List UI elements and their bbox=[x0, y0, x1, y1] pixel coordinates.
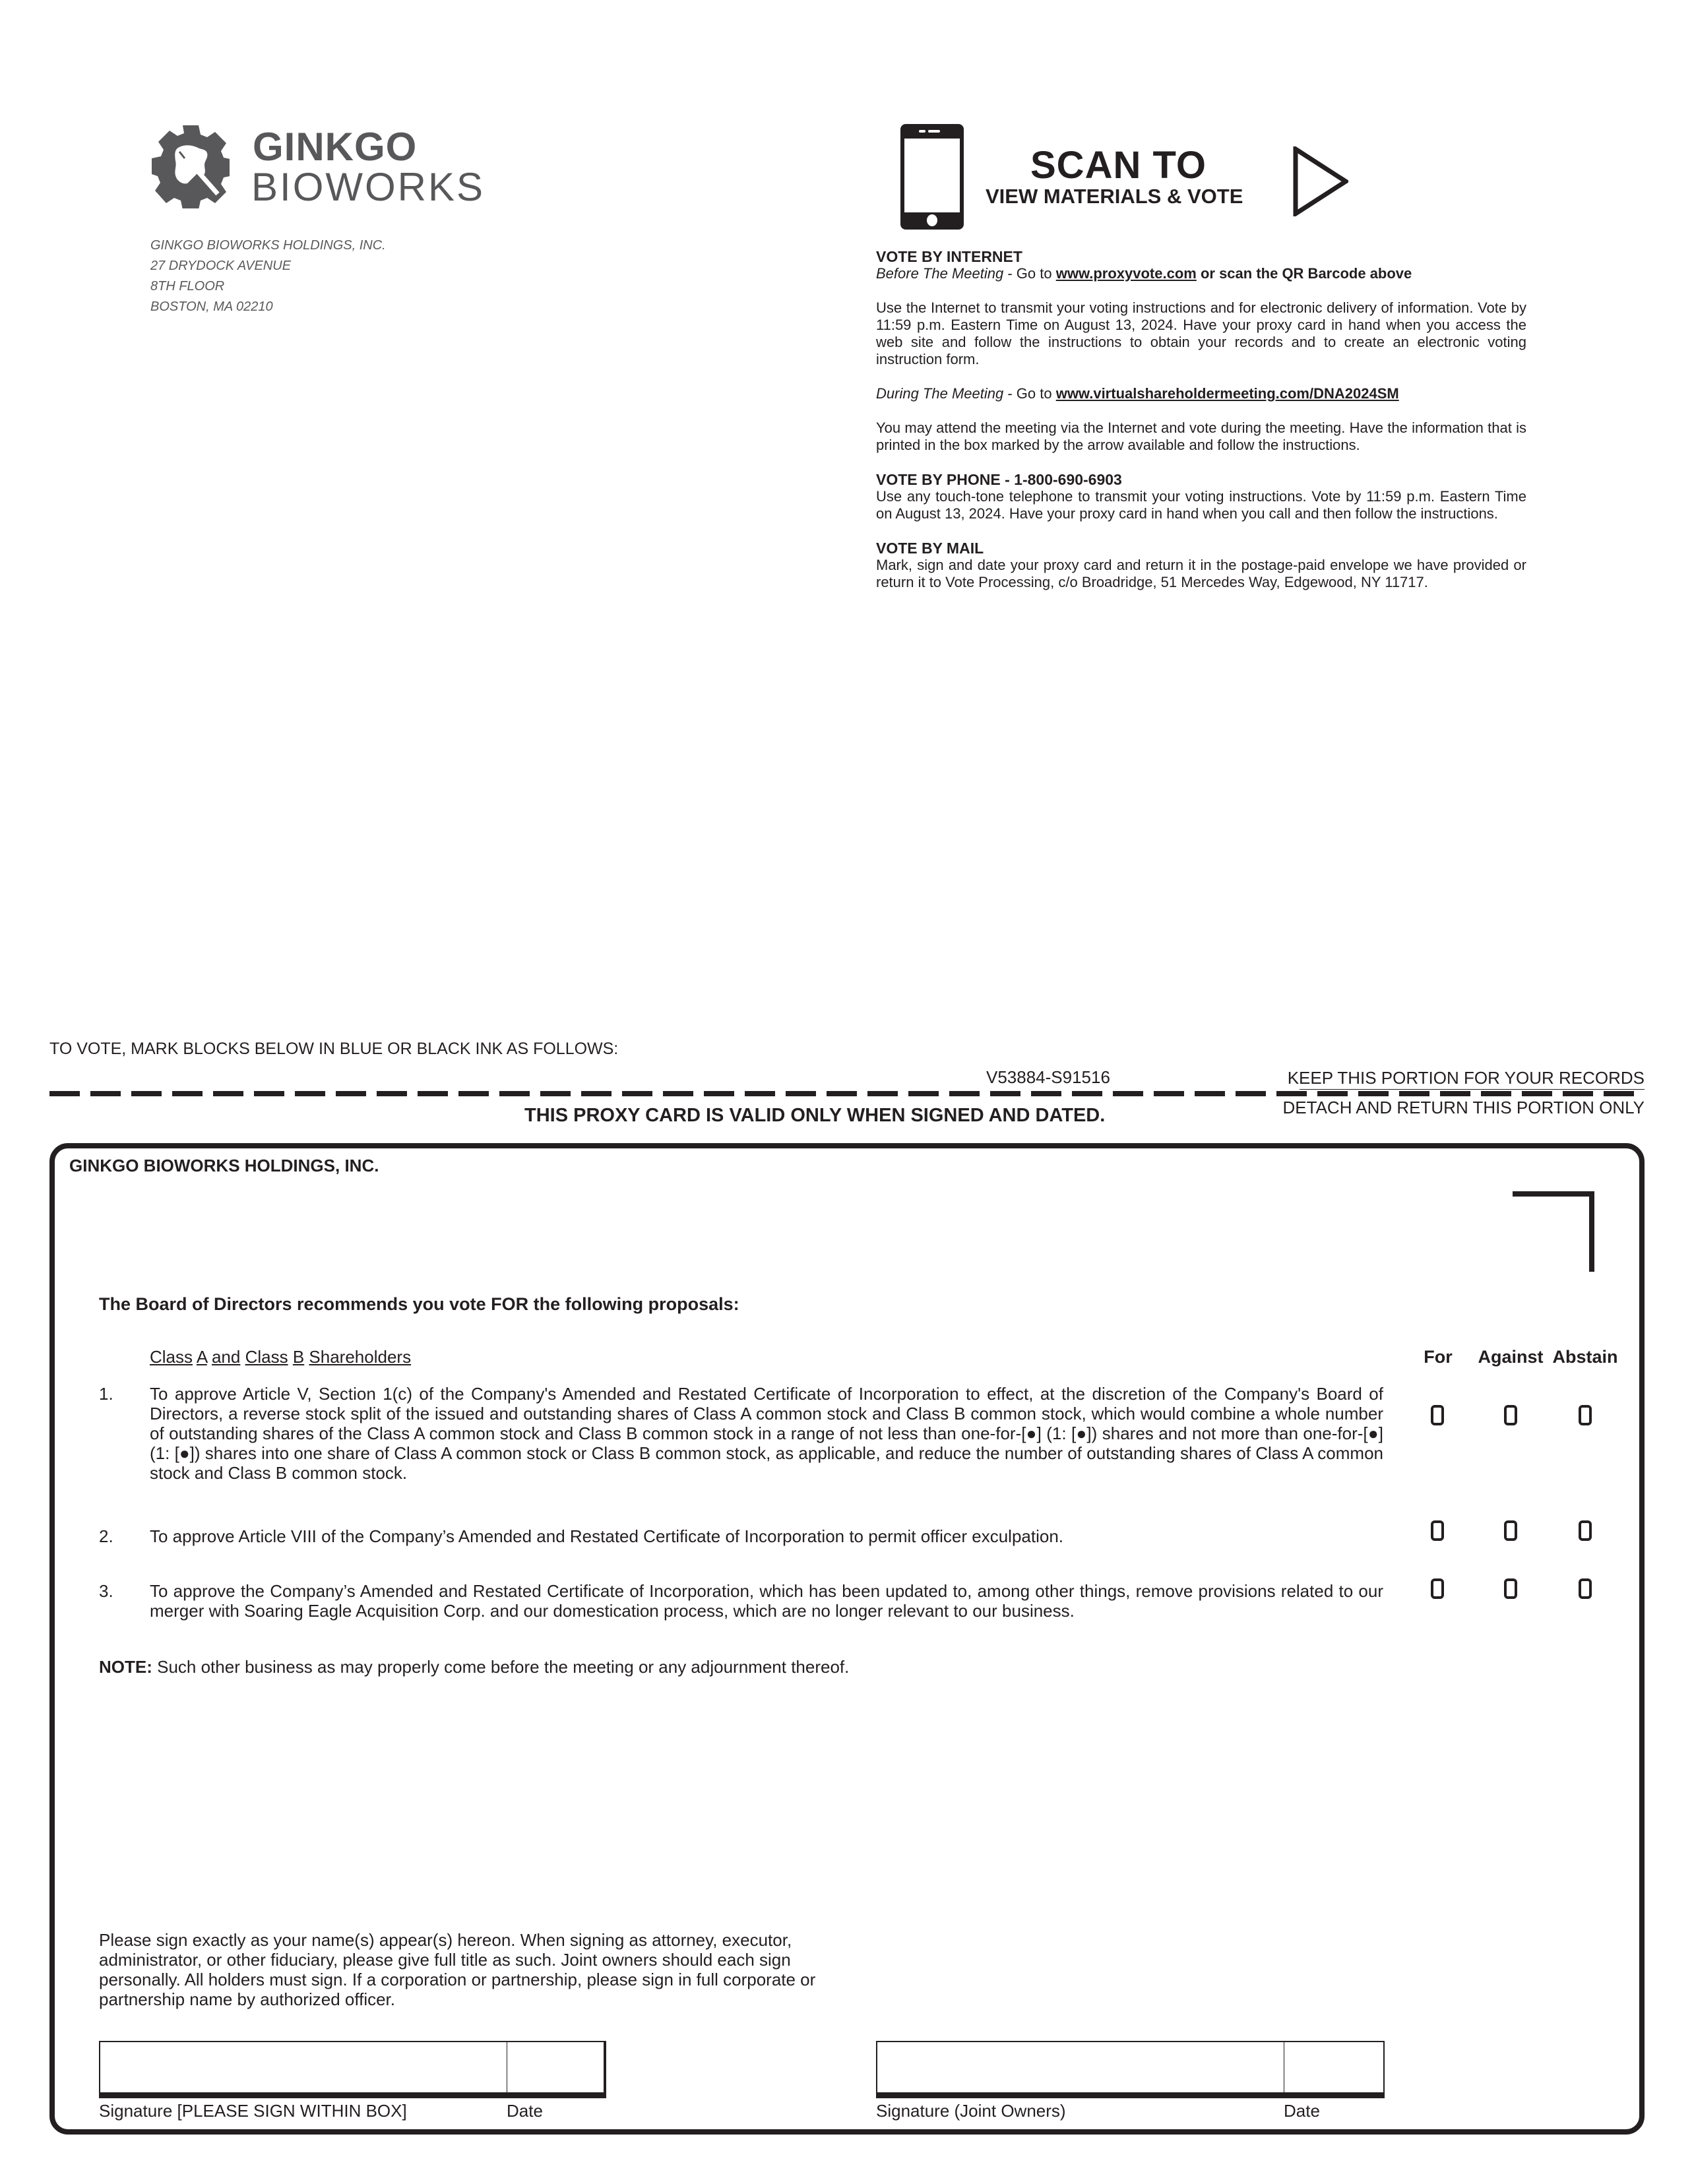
scan-title: SCAN TO bbox=[1030, 144, 1207, 187]
proposal-text: To approve Article VIII of the Company’s Amended and Restated Certificate of Incorporation to permit officer exculpation. bbox=[150, 1526, 1064, 1546]
control-id: V53884-S91516 bbox=[986, 1067, 1110, 1087]
before-meeting-label: Before The Meeting bbox=[876, 265, 1004, 282]
vote-mail-body: Mark, sign and date your proxy card and return it in the postage-paid envelope we have provided or return it to Vote Processing, c/o Broadridge, 51 Mercedes Way, Edgewood, NY 11717. bbox=[876, 557, 1526, 590]
note bbox=[99, 1657, 849, 1677]
class-heading bbox=[150, 1347, 411, 1367]
play-triangle-icon bbox=[1293, 146, 1348, 216]
joint-date-label: Date bbox=[1284, 2101, 1320, 2121]
class-heading-word: and bbox=[211, 1347, 241, 1367]
proposal-text: To approve the Company’s Amended and Restated Certificate of Incorporation, which has been updated to, among other things, remove provisions related to our merger with Soaring Eagle Acquisition Corp. and our domestication process, which are no longer relevant to our business. bbox=[150, 1581, 1383, 1621]
virtual-meeting-link[interactable]: www.virtualshareholdermeeting.com/DNA2024SM bbox=[1055, 385, 1399, 402]
vote-internet-during-body: You may attend the meeting via the Internet and vote during the meeting. Have the information that is printed in the box marked by the arrow available and follow the instructions. bbox=[876, 420, 1526, 453]
vote-phone-heading: VOTE BY PHONE - 1-800-690-6903 bbox=[876, 471, 1122, 488]
signature-label: Signature [PLEASE SIGN WITHIN BOX] bbox=[99, 2101, 407, 2121]
vote-internet-body: Use the Internet to transmit your voting instructions and for electronic delivery of information. Vote by 11:59 p.m. Eastern Time on August 13, 2024. Have your proxy card in hand when you access the web site and follow the instructions to obtain your records and to create an electronic voting instruction form. bbox=[876, 299, 1526, 367]
proposal-number: 1. bbox=[99, 1384, 113, 1404]
scan-subtitle: VIEW MATERIALS & VOTE bbox=[986, 185, 1243, 208]
proposal-3-abstain-checkbox[interactable] bbox=[1579, 1578, 1592, 1599]
proposal-text: To approve Article V, Section 1(c) of the Company's Amended and Restated Certificate of Incorporation to effect, at the discretion of the Company's Board of Directors, a reverse stock split of the issued and outstanding shares of Class A common stock and Class B common stock, which would combine a whole number of outstanding shares of the Class A common stock and Class B common stock in a range of not less than one-for-[●] (1: [●]) shares and not more than one-for-[●] (1: [●]) shares into one share of Class A common stock or Class B common stock, as applicable, and reduce the number of outstanding shares of Class A common stock and Class B common stock. bbox=[150, 1384, 1383, 1483]
corner-mark-icon bbox=[1513, 1191, 1594, 1197]
class-heading-word: B bbox=[292, 1347, 305, 1367]
note-label: NOTE: bbox=[99, 1657, 152, 1677]
logo-wordmark-line1: GINKGO bbox=[253, 125, 418, 169]
proposal-1-against-checkbox[interactable] bbox=[1504, 1405, 1517, 1425]
proposal-2-against-checkbox[interactable] bbox=[1504, 1520, 1517, 1541]
class-heading-word: Shareholders bbox=[309, 1347, 412, 1367]
vote-internet-heading: VOTE BY INTERNET bbox=[876, 248, 1022, 265]
smartphone-icon bbox=[900, 124, 964, 230]
vote-internet-during bbox=[876, 385, 1526, 402]
valid-notice: THIS PROXY CARD IS VALID ONLY WHEN SIGNED AND DATED. bbox=[524, 1105, 1106, 1126]
proposal-1-abstain-checkbox[interactable] bbox=[1579, 1405, 1592, 1425]
joint-signature-field[interactable] bbox=[876, 2041, 1286, 2098]
proxyvote-link[interactable]: www.proxyvote.com bbox=[1055, 265, 1197, 282]
vote-internet-before bbox=[876, 265, 1526, 282]
proposal-3-for-checkbox[interactable] bbox=[1431, 1578, 1444, 1599]
address-line: GINKGO BIOWORKS HOLDINGS, INC. bbox=[150, 238, 386, 253]
proposal-2-abstain-checkbox[interactable] bbox=[1579, 1520, 1592, 1541]
class-heading-word: Class bbox=[150, 1347, 193, 1367]
proposal-2-for-checkbox[interactable] bbox=[1431, 1520, 1444, 1541]
detach-return-label: DETACH AND RETURN THIS PORTION ONLY bbox=[1282, 1098, 1645, 1117]
during-prefix: - Go to bbox=[1003, 385, 1056, 402]
class-heading-word: A bbox=[196, 1347, 207, 1367]
joint-date-field[interactable] bbox=[1285, 2041, 1385, 2098]
company-address bbox=[150, 235, 386, 317]
joint-signature-label: Signature (Joint Owners) bbox=[876, 2101, 1066, 2121]
note-text: Such other business as may properly come before the meeting or any adjournment thereof. bbox=[152, 1657, 850, 1677]
sign-instructions: Please sign exactly as your name(s) appear(s) hereon. When signing as attorney, executor, administrator, or other fiduciary, please give full title as such. Joint owners should each sign personally. All holders must sign. If a corporation or partnership, please sign in full corporate or partnership name by authorized officer. bbox=[99, 1930, 816, 2009]
column-header-for: For bbox=[1424, 1347, 1453, 1367]
proposal-1-for-checkbox[interactable] bbox=[1431, 1405, 1444, 1425]
logo-wordmark-line2: BIOWORKS bbox=[251, 165, 486, 209]
mark-instructions: TO VOTE, MARK BLOCKS BELOW IN BLUE OR BLACK INK AS FOLLOWS: bbox=[49, 1040, 619, 1058]
keep-underline bbox=[1300, 1089, 1645, 1090]
date-label: Date bbox=[507, 2101, 543, 2121]
address-line: 27 DRYDOCK AVENUE bbox=[150, 259, 292, 273]
detach-dashed-line bbox=[49, 1091, 1645, 1096]
address-line: 8TH FLOOR bbox=[150, 279, 225, 294]
proposal-3-against-checkbox[interactable] bbox=[1504, 1578, 1517, 1599]
voting-instructions bbox=[876, 248, 1526, 591]
during-meeting-label: During The Meeting bbox=[876, 385, 1004, 402]
vote-mail-heading: VOTE BY MAIL bbox=[876, 540, 984, 557]
before-prefix: - Go to bbox=[1003, 265, 1056, 282]
vote-phone-body: Use any touch-tone telephone to transmit your voting instructions. Vote by 11:59 p.m. Eastern Time on August 13, 2024. Have your proxy card in hand when you call and then follow the instructions. bbox=[876, 488, 1526, 522]
address-line: BOSTON, MA 02210 bbox=[150, 299, 273, 314]
before-suffix: or scan the QR Barcode above bbox=[1196, 265, 1412, 282]
column-header-abstain: Abstain bbox=[1552, 1347, 1618, 1367]
board-recommendation: The Board of Directors recommends you vote FOR the following proposals: bbox=[99, 1294, 739, 1314]
corner-mark-icon bbox=[1589, 1191, 1594, 1272]
proposal-number: 3. bbox=[99, 1581, 113, 1601]
date-field[interactable] bbox=[508, 2041, 605, 2098]
ginkgo-gear-leaf-icon bbox=[152, 125, 230, 208]
keep-portion-label: KEEP THIS PORTION FOR YOUR RECORDS bbox=[1287, 1068, 1645, 1088]
proposal-number: 2. bbox=[99, 1526, 113, 1546]
column-header-against: Against bbox=[1478, 1347, 1544, 1367]
class-heading-word: Class bbox=[245, 1347, 288, 1367]
card-company-name: GINKGO BIOWORKS HOLDINGS, INC. bbox=[69, 1156, 379, 1175]
